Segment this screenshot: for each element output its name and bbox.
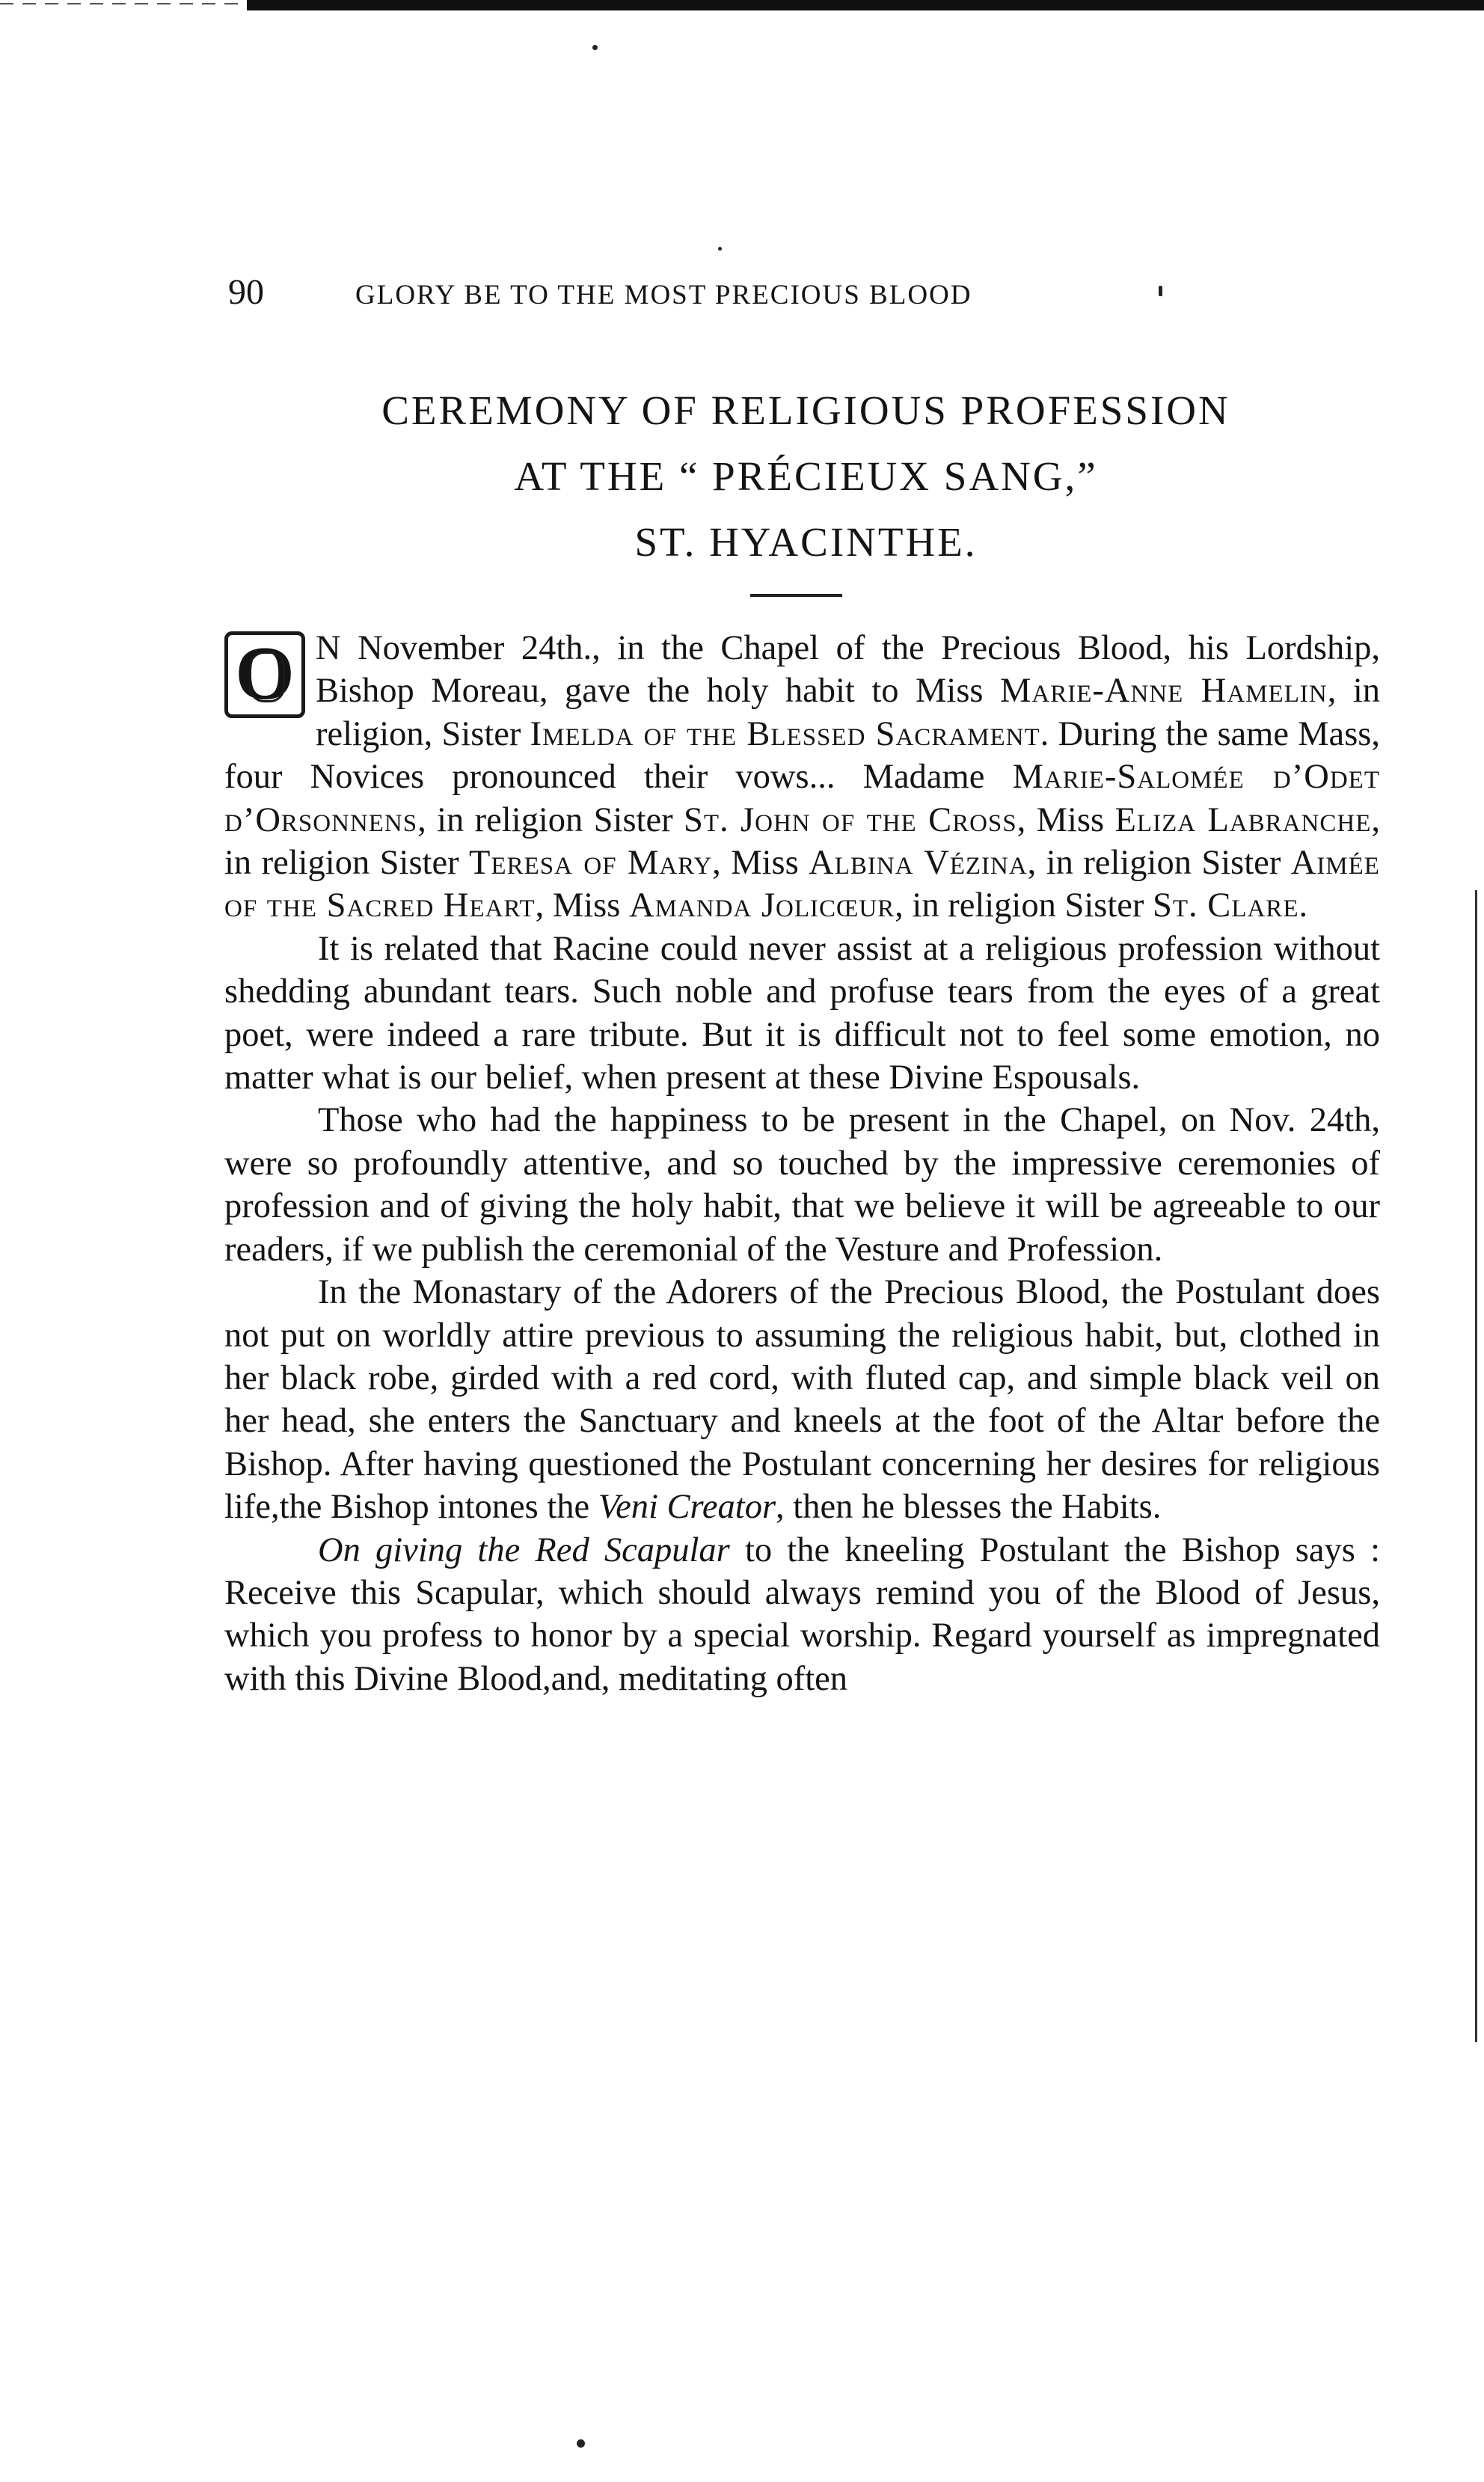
paragraph-3: Those who had the happiness to be present in the Chapel, on Nov. 24th, were so profoundly attentive, and so touched by the impressive ceremonies of profession and of giving the holy habit, that we believe it will be agreeable to our readers, if we publish the ceremonial of the Vesture and Profession. — [224, 1101, 1380, 1269]
page-edge-line — [1475, 890, 1477, 2042]
top-scan-dashes — [0, 3, 247, 4]
paragraph-5 — [224, 1529, 1380, 1701]
person-name: Marie-Anne Hamelin — [1000, 672, 1328, 711]
title-line-1: CEREMONY OF RELIGIOUS PROFESSION — [381, 387, 1230, 433]
running-head-title: GLORY BE TO THE MOST PRECIOUS BLOOD — [355, 280, 972, 310]
religious-name: Aimée of the Sacred Heart — [224, 844, 1380, 925]
text-run: . During the same Mass, four Novices pronounced their vows... Madame — [224, 714, 1381, 797]
religious-name: Imelda of the Blessed Sacrament — [530, 714, 1040, 753]
text-run: , in religion, Sister — [316, 672, 1381, 753]
person-name: Eliza Labranche — [1114, 800, 1372, 839]
text-run: to the kneeling Postulant the Bishop says : Receive this Scapular, which should always remind you of the Blood of Jesus, which you profess to honor by a special worship. Regard yourself as impregnated with this Divine Blood,and, meditating often — [224, 1530, 1380, 1698]
text-run: , Miss — [712, 844, 809, 883]
running-head — [228, 272, 1208, 316]
religious-name: Teresa of Mary — [469, 844, 713, 883]
title-line-3: ST. HYACINTHE. — [634, 519, 978, 565]
text-run: , in religion Sister — [895, 886, 1153, 925]
text-run: , then he blesses the Habits. — [776, 1488, 1162, 1527]
person-name: Marie-Salomée d’Odet d’Orsonnens — [224, 758, 1380, 839]
person-name: Albina Vézina — [809, 844, 1028, 883]
text-run: . — [1298, 886, 1308, 925]
paragraph-4 — [224, 1271, 1380, 1528]
text-run: , in religion Sister — [1027, 844, 1291, 883]
hymn-title: Veni Creator — [598, 1488, 776, 1527]
text-run: , in religion Sister — [224, 800, 1380, 883]
drop-cap — [224, 631, 305, 718]
title-line-2: AT THE “ PRÉCIEUX SANG,” — [514, 453, 1098, 499]
top-scan-border — [247, 0, 1484, 10]
title-divider — [750, 594, 842, 597]
paragraph-1 — [224, 627, 1380, 928]
drop-cap-letter: O — [235, 631, 295, 716]
article-title — [228, 378, 1384, 575]
religious-name: St. Clare — [1153, 886, 1299, 925]
page-number: 90 — [228, 272, 264, 312]
paragraph-2: It is related that Racine could never assist at a religious profession without shedding abundant tears. Such noble and profuse tears from the eyes of a great poet, were indeed a rare tribute. But it is difficult not to feel some emotion, no matter what is our belief, when present at these Divine Espousals. — [224, 929, 1380, 1097]
scan-speck — [592, 45, 598, 50]
text-run: , Miss — [1017, 800, 1115, 839]
scan-speck — [577, 2439, 585, 2448]
religious-name: St. John of the Cross — [683, 800, 1017, 839]
text-run: , Miss — [535, 886, 630, 925]
text-run: In the Monastary of the Adorers of the Precious Blood, the Postulant does not put on worldly attire previous to assuming the religious habit, but, clothed in her black robe, girded with a red cord, with fluted cap, and simple black veil on her head, she enters the Sanctuary and kneels at the foot of the Altar before the Bishop. After having questioned the Postulant concerning her desires for religious life,the Bishop intones the — [224, 1273, 1380, 1527]
text-run: N November 24th., in the Chapel of the Precious Blood, his Lordship, Bishop Moreau, gave the holy habit to Miss — [316, 629, 1380, 711]
rubric-phrase: On giving the Red Scapular — [318, 1530, 730, 1569]
text-run: , in religion Sister — [417, 800, 684, 839]
article-body — [224, 627, 1380, 1700]
drop-cap-ornament — [249, 652, 285, 702]
scan-speck — [718, 247, 722, 251]
person-name: Amanda Jolicœur — [629, 886, 895, 925]
